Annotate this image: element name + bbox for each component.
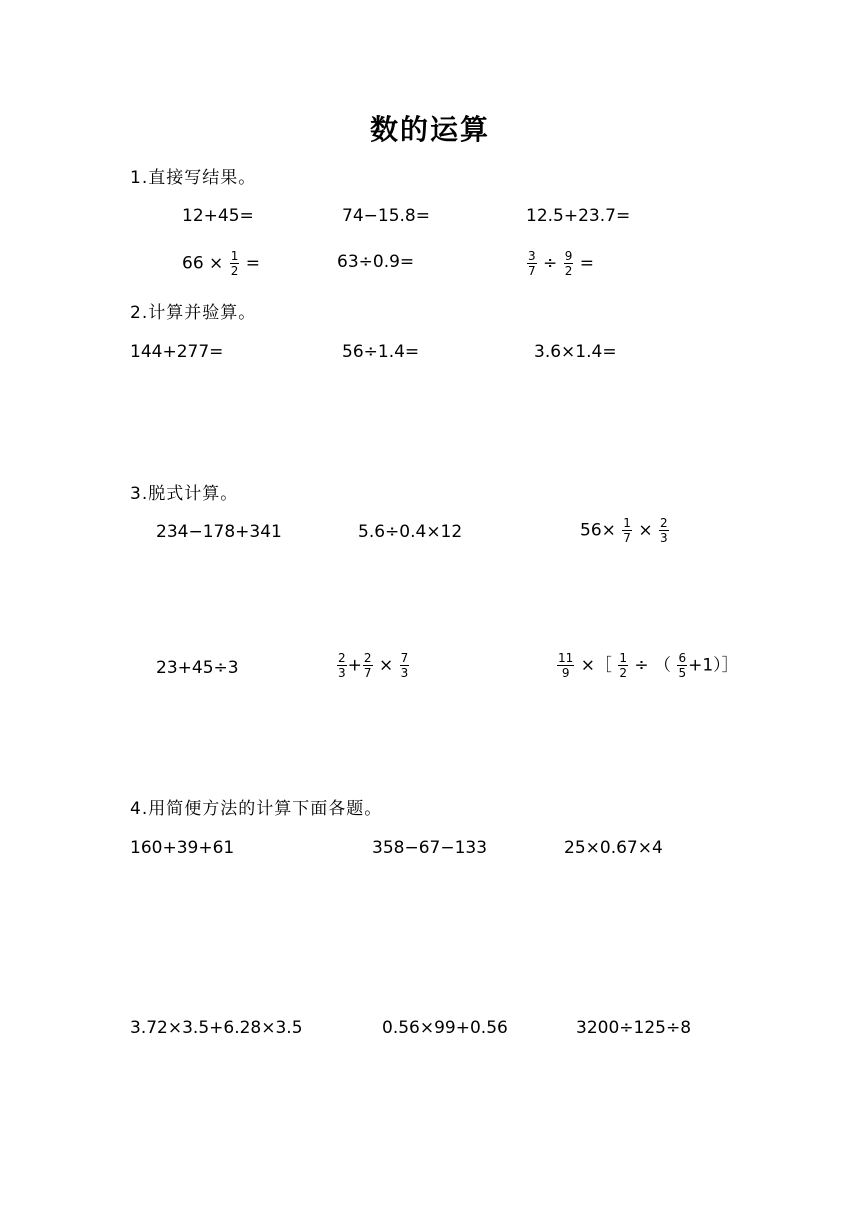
fraction: [622, 517, 632, 544]
fraction-denominator: 2: [230, 264, 239, 278]
fraction-numerator: 11: [558, 651, 574, 665]
problem-1-3: 12.5+23.7=: [526, 206, 631, 226]
expr-text: +1）］: [688, 655, 739, 676]
problem-4-1: 160+39+61: [130, 838, 235, 858]
fraction-denominator: 3: [338, 666, 346, 680]
fraction: [564, 250, 574, 277]
problem-4-4: 3.72×3.5+6.28×3.5: [130, 1018, 303, 1038]
expr-text: +: [347, 655, 362, 676]
fraction-numerator: 1: [623, 516, 631, 530]
fraction: [677, 652, 687, 679]
expr-text: ×: [638, 520, 653, 541]
problem-2-2: 56÷1.4=: [342, 342, 420, 362]
expr-text: 56×: [580, 520, 616, 541]
problem-1-1: 12+45=: [182, 206, 254, 226]
expr-text: 66 ×: [182, 253, 224, 274]
fraction-numerator: 2: [660, 516, 668, 530]
problem-3-2: 5.6÷0.4×12: [358, 522, 463, 542]
section-3-heading: 3.脱式计算。: [130, 484, 239, 504]
problem-4-5: 0.56×99+0.56: [382, 1018, 508, 1038]
fraction-denominator: 7: [623, 531, 631, 545]
fraction: [527, 250, 537, 277]
fraction: [400, 652, 410, 679]
fraction-numerator: 2: [363, 651, 372, 665]
section-1-heading: 1.直接写结果。: [130, 168, 257, 188]
problem-3-1: 234−178+341: [156, 522, 282, 542]
expr-text: =: [245, 253, 260, 274]
problem-2-3: 3.6×1.4=: [534, 342, 617, 362]
expr-text: ÷ （: [634, 655, 672, 676]
fraction: [337, 652, 347, 679]
fraction-denominator: 7: [363, 666, 372, 680]
fraction: [659, 517, 669, 544]
fraction: [230, 250, 240, 277]
problem-3-4: 23+45÷3: [156, 658, 239, 678]
fraction-numerator: 6: [678, 651, 687, 665]
problem-1-2: 74−15.8=: [342, 206, 430, 226]
fraction-denominator: 3: [660, 531, 668, 545]
expr-text: =: [579, 253, 594, 274]
section-2-heading: 2.计算并验算。: [130, 303, 257, 323]
problem-1-4: [182, 250, 260, 277]
problem-3-3: [580, 517, 670, 544]
fraction-denominator: 5: [678, 666, 687, 680]
fraction-denominator: 9: [561, 666, 570, 680]
problem-4-2: 358−67−133: [372, 838, 488, 858]
expr-text: ×: [378, 655, 394, 676]
fraction-denominator: 2: [619, 666, 627, 680]
section-4-heading: 4.用简便方法的计算下面各题。: [130, 799, 383, 819]
problem-4-6: 3200÷125÷8: [576, 1018, 692, 1038]
problem-1-6: [526, 250, 594, 277]
fraction: [557, 652, 574, 679]
problem-2-1: 144+277=: [130, 342, 224, 362]
problem-4-3: 25×0.67×4: [564, 838, 663, 858]
fraction-numerator: 7: [400, 651, 409, 665]
fraction: [363, 652, 373, 679]
fraction-denominator: 3: [400, 666, 409, 680]
fraction-numerator: 3: [528, 249, 536, 263]
fraction-numerator: 9: [564, 249, 573, 263]
fraction-denominator: 2: [564, 264, 573, 278]
expr-text: ÷: [543, 253, 558, 274]
fraction: [618, 652, 628, 679]
fraction-denominator: 7: [528, 264, 536, 278]
fraction-numerator: 1: [230, 249, 239, 263]
fraction-numerator: 2: [338, 651, 346, 665]
expr-text: ×［: [580, 655, 612, 676]
problem-3-5: [336, 652, 410, 679]
page-title: 数的运算: [369, 113, 490, 146]
problem-1-5: 63÷0.9=: [337, 252, 415, 272]
fraction-numerator: 1: [619, 651, 627, 665]
problem-3-6: [556, 652, 739, 679]
